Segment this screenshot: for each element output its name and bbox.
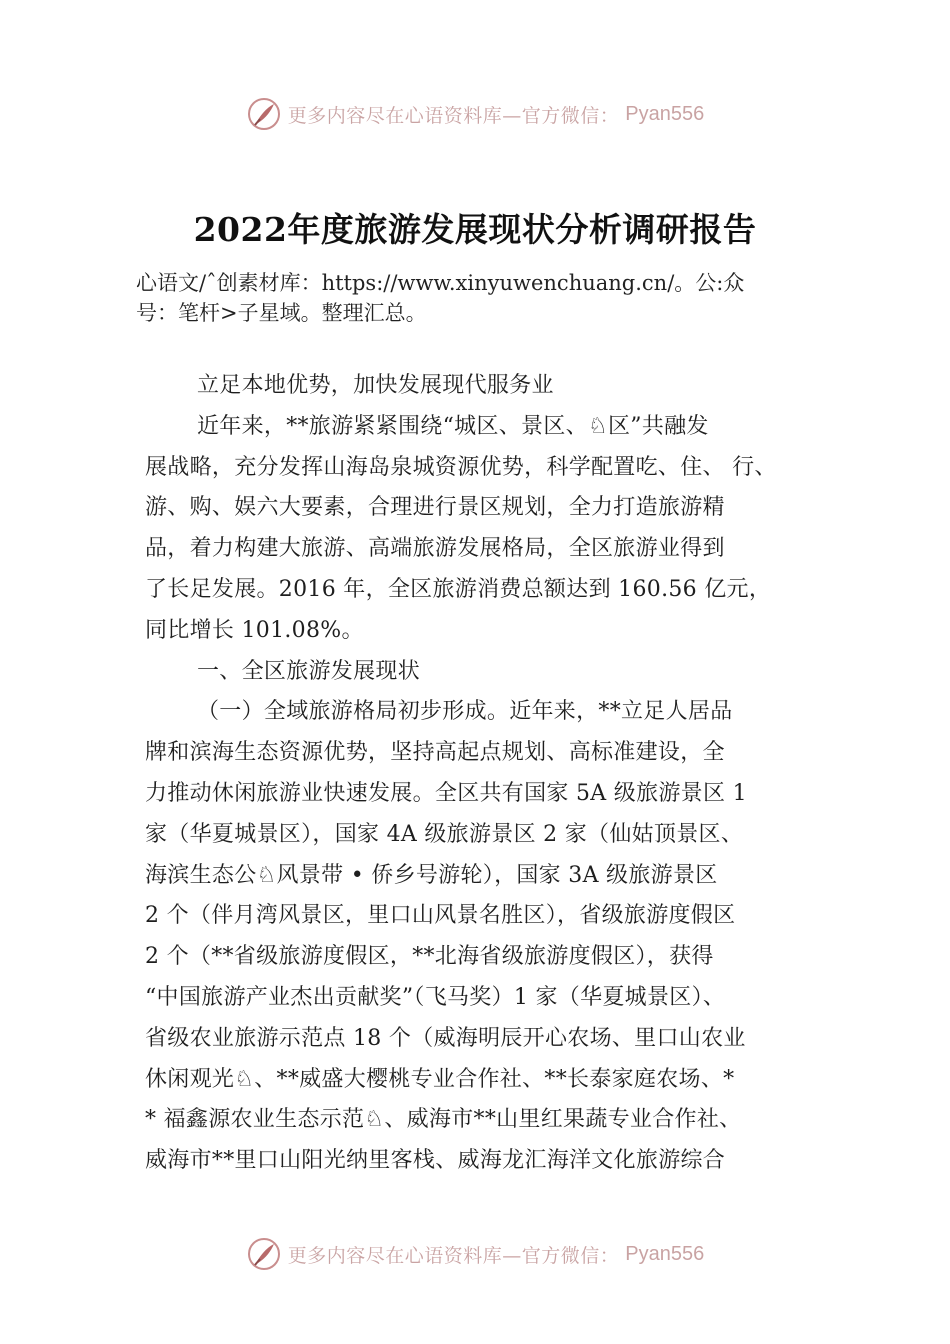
quill-logo-icon [246,96,282,132]
paragraph-line: 展战略，充分发挥山海岛泉城资源优势，科学配置吃、住、 行、 [145,454,777,480]
source-note [136,268,836,328]
paragraph-line: 省级农业旅游示范点 18 个（威海明辰开心农场、里口山农业 [145,1025,746,1051]
paragraph-line: 家（华夏城景区），国家 4A 级旅游景区 2 家（仙姑顶景区、 [145,821,744,847]
paragraph-line: 品，着力构建大旅游、高端旅游发展格局，全区旅游业得到 [145,536,725,562]
paragraph-line: 同比增长 101.08%。 [145,617,364,643]
quill-logo-icon [246,1236,282,1272]
banner-wechat-id: Pyan556 [625,102,705,125]
heading-line: 立足本地优势，加快发展现代服务业 [197,373,554,398]
source-line: 心语文/ˆ创素材库：https://www.xinyuwenchuang.cn/。公:众 [136,271,745,295]
paragraph-line: 近年来，**旅游紧紧围绕“城区、景区、♘区”共融发 [197,413,709,439]
paragraph-line: 游、购、娱六大要素，合理进行景区规划，全力打造旅游精 [145,495,725,521]
paragraph-line: 威海市**里口山阳光纳里客栈、威海龙汇海洋文化旅游综合 [145,1148,726,1174]
banner-text: 更多内容尽在心语资料库—官方微信： [287,1244,620,1267]
paragraph-line: 2 个（**省级旅游度假区，**北海省级旅游度假区），获得 [145,944,714,970]
paragraph-line: 牌和滨海生态资源优势，坚持高起点规划、高标准建设，全 [145,740,725,766]
document-body [0,366,950,1182]
paragraph-line: “中国旅游产业杰出贡献奖”（飞马奖）1 家（华夏城景区）、 [145,984,726,1010]
paragraph-line: 2 个（伴月湾风景区，里口山风景名胜区），省级旅游度假区 [145,903,736,929]
paragraph-line: 力推动休闲旅游业快速发展。全区共有国家 5A 级旅游景区 1 [145,780,747,806]
document-title: 2022年度旅游发展现状分析调研报告 [193,210,757,249]
paragraph-line: （一）全域旅游格局初步形成。近年来，**立足人居品 [197,699,733,725]
paragraph-line: 海滨生态公♘风景带 • 侨乡号游轮），国家 3A 级旅游景区 [145,862,718,888]
paragraph-line: * 福鑫源农业生态示范♘、威海市**山里红果蔬专业合作社、 [145,1107,742,1133]
banner-wechat-id: Pyan556 [625,1242,705,1265]
footer-banner [0,1232,950,1276]
paragraph-line: 休闲观光♘、**威盛大樱桃专业合作社、**长泰家庭农场、* [145,1066,735,1092]
header-banner [0,92,950,136]
banner-text: 更多内容尽在心语资料库—官方微信： [287,104,620,127]
section-heading: 一、全区旅游发展现状 [197,658,421,684]
source-line: 号：笔杆>子星域。整理汇总。 [136,301,427,325]
paragraph-line: 了长足发展。2016 年，全区旅游消费总额达到 160.56 亿元， [145,576,772,602]
